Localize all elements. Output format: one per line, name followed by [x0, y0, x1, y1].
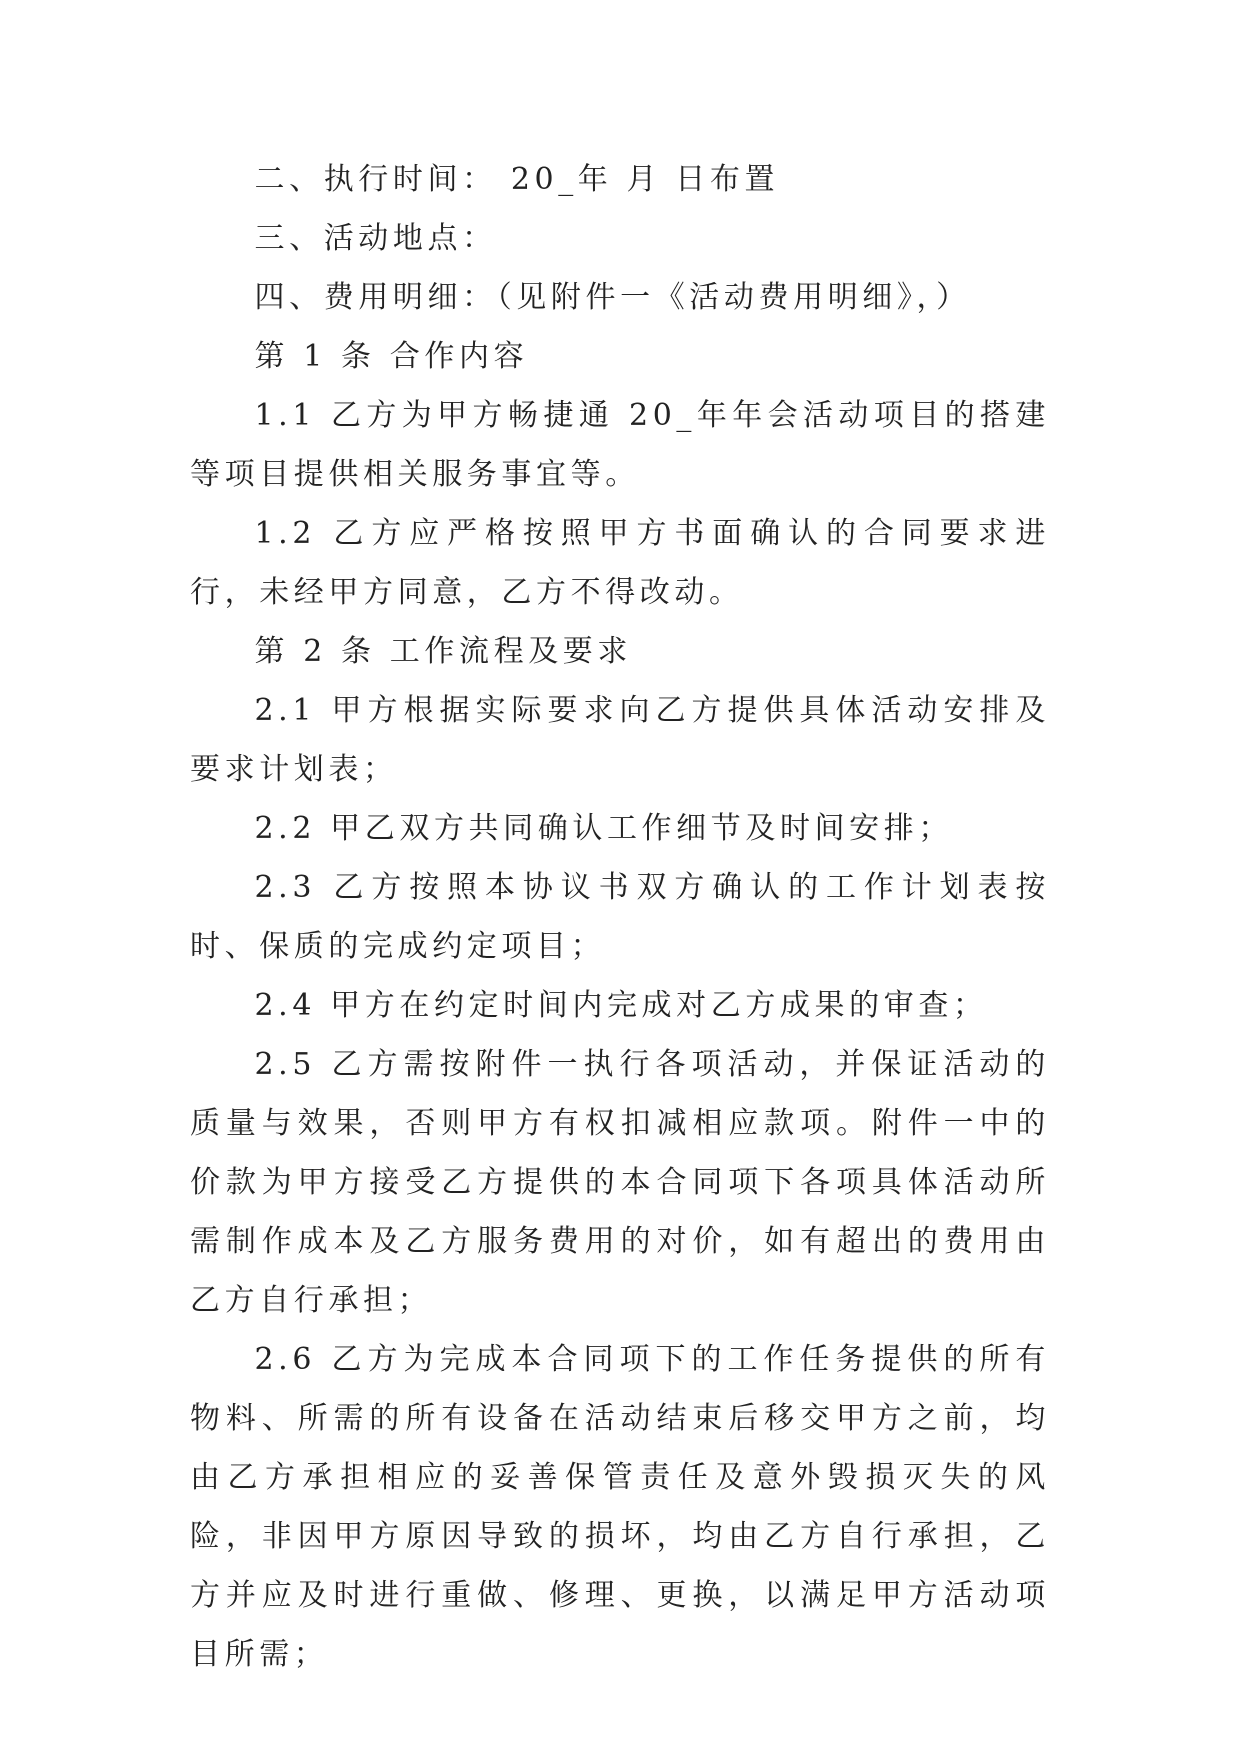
clause-2-6: 2.6 乙方为完成本合同项下的工作任务提供的所有物料、所需的所有设备在活动结束后移交甲方之前，均由乙方承担相应的妥善保管责任及意外毁损灭失的风险，非因甲方原因导致的损坏，均由乙方自行承担，乙方并应及时进行重做、修理、更换，以满足甲方活动项目所需；	[190, 1342, 1050, 1672]
paragraph-execution-time: 二、执行时间： 20_年 月 日布置	[254, 162, 780, 197]
clause-2-1: 2.1 甲方根据实际要求向乙方提供具体活动安排及要求计划表；	[190, 693, 1050, 787]
clause-1-2: 1.2 乙方应严格按照甲方书面确认的合同要求进行，未经甲方同意，乙方不得改动。	[190, 516, 1050, 610]
clause-1-1: 1.1 乙方为甲方畅捷通 20_年年会活动项目的搭建等项目提供相关服务事宜等。	[190, 398, 1050, 492]
paragraph-venue: 三、活动地点：	[254, 221, 497, 256]
clause-2-2: 2.2 甲乙双方共同确认工作细节及时间安排；	[254, 811, 953, 846]
document-body	[190, 150, 1050, 1684]
clause-2-4: 2.4 甲方在约定时间内完成对乙方成果的审查；	[254, 988, 988, 1023]
clause-2-5: 2.5 乙方需按附件一执行各项活动，并保证活动的质量与效果，否则甲方有权扣减相应款项。附件一中的价款为甲方接受乙方提供的本合同项下各项具体活动所需制作成本及乙方服务费用的对价，如有超出的费用由乙方自行承担；	[190, 1047, 1050, 1318]
article-1-heading: 第 1 条 合作内容	[254, 339, 529, 374]
paragraph-cost-details: 四、费用明细：（见附件一《活动费用明细》，）	[254, 280, 971, 315]
article-2-heading: 第 2 条 工作流程及要求	[254, 634, 632, 669]
clause-2-3: 2.3 乙方按照本协议书双方确认的工作计划表按时、保质的完成约定项目；	[190, 870, 1050, 964]
